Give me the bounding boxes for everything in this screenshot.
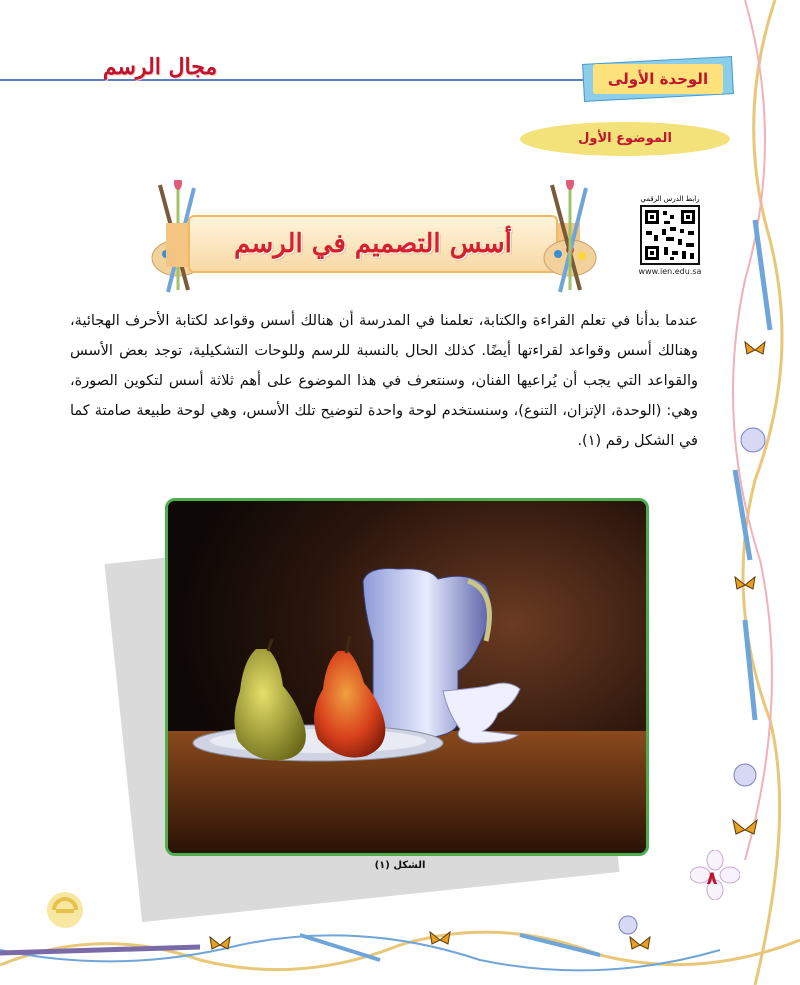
butterfly-icon-3 — [733, 820, 757, 834]
qr-code-icon[interactable] — [640, 205, 700, 265]
lesson-title-banner — [148, 205, 598, 285]
unit-label: الوحدة الأولى — [593, 64, 723, 94]
qr-caption: رابط الدرس الرقمي — [640, 195, 700, 203]
lesson-paragraph — [70, 306, 698, 456]
topic-label: الموضوع الأول — [520, 122, 730, 156]
page-number: ٨ — [706, 868, 718, 889]
palette-brushes-icon-right — [540, 180, 600, 295]
figure-caption: الشكل (١) — [374, 860, 426, 871]
butterfly-icon — [745, 342, 765, 354]
publisher-logo-icon — [40, 885, 90, 935]
decorative-border-right — [715, 0, 800, 985]
decorative-border-bottom — [0, 905, 800, 985]
lesson-title: أسس التصميم في الرسم — [234, 229, 512, 259]
paragraph-text: عندما بدأنا في تعلم القراءة والكتابة، تعلمنا في المدرسة أن هنالك أسس وقواعد لكتابة الأحرف الهجائية، وهنالك أسس وقواعد لقراءتها أيضًا. كذلك الحال بالنسبة للرسم وللوحات التشكيلية، توجد بعض الأسس والقواعد التي يجب أن يُراعيها الفنان، وسنتعرف في هذا الموضوع على أهم ثلاثة أسس لتكوين الصورة، وهي: (الوحدة، الإتزان، التنوع)، وسنستخدم لوحة واحدة لتوضيح تلك الأسس، وهي لوحة طبيعة صامتة كما في الشكل رقم (١). — [70, 313, 698, 449]
field-title: مجال الرسم — [102, 54, 218, 80]
butterfly-icon-2 — [735, 577, 755, 589]
qr-block[interactable] — [637, 195, 703, 276]
qr-url[interactable]: www.ien.edu.sa — [638, 267, 702, 276]
still-life-painting — [165, 498, 649, 856]
unit-tag — [583, 60, 733, 98]
